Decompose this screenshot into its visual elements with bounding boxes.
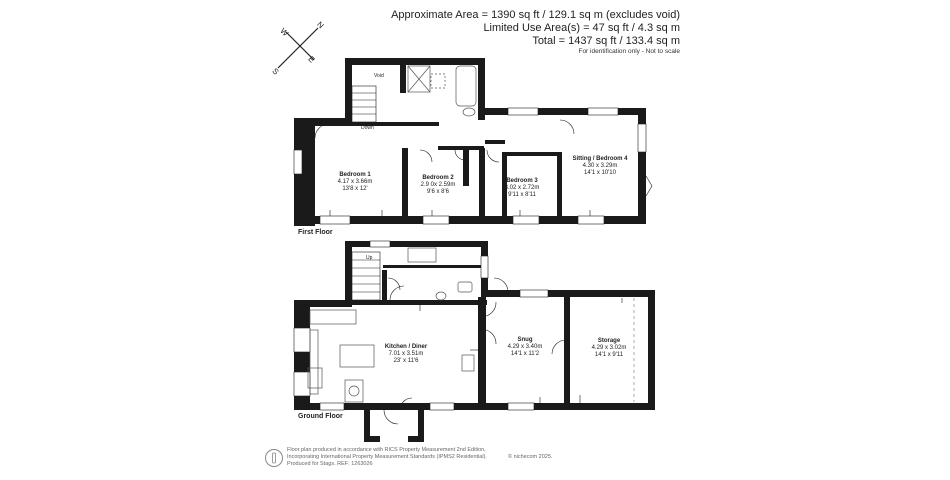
down-label: Down bbox=[361, 125, 374, 131]
footer-notes bbox=[287, 447, 487, 468]
room-name: Storage bbox=[597, 338, 621, 344]
room-imperial: 9'11 x 8'11 bbox=[508, 192, 536, 198]
footer-line-3: Produced for Stags. REF: 1263026 bbox=[287, 461, 373, 467]
room-name: Snug bbox=[517, 337, 533, 343]
compass-n-label: N bbox=[315, 19, 326, 31]
room-name: Bedroom 3 bbox=[506, 178, 538, 184]
room-metric: 3.02 x 2.72m bbox=[504, 185, 540, 191]
room-metric: 4.29 x 3.02m bbox=[591, 345, 627, 351]
total-area-text: Total = 1437 sq ft / 133.4 sq m bbox=[532, 35, 680, 47]
bathroom-fixtures bbox=[408, 66, 476, 116]
room-name: Bedroom 2 bbox=[422, 175, 454, 181]
room-bedroom-1 bbox=[330, 172, 380, 193]
compass-s-label: S bbox=[270, 66, 281, 77]
room-bedroom-3 bbox=[496, 178, 548, 199]
room-metric: 2.9 0x 2.59m bbox=[420, 182, 456, 188]
footer-line-2: Incorporating International Property Measurement Standards (IPMS2 Residential). bbox=[287, 454, 487, 460]
room-imperial: 13'8 x 12' bbox=[342, 186, 368, 192]
room-name: Bedroom 1 bbox=[339, 172, 371, 178]
kitchen-fixtures bbox=[308, 248, 474, 402]
room-imperial: 14'1 x 10'10 bbox=[584, 170, 616, 176]
scale-note: For identification only - Not to scale bbox=[578, 48, 680, 55]
room-name: Kitchen / Diner bbox=[384, 344, 428, 350]
room-metric: 4.29 x 3.40m bbox=[507, 344, 543, 350]
first-floor-walls bbox=[294, 58, 646, 226]
compass-e-label: E bbox=[306, 54, 317, 65]
footer-line-1: Floor plan produced in accordance with RICS Property Measurement 2nd Edition, bbox=[287, 447, 486, 453]
wardrobe-marks bbox=[330, 210, 590, 216]
room-bedroom-2 bbox=[413, 175, 463, 196]
room-imperial: 14'1 x 9'11 bbox=[594, 352, 624, 358]
void-label: Void bbox=[374, 73, 384, 79]
room-kitchen-diner bbox=[374, 344, 438, 365]
approx-area-text: Approximate Area = 1390 sq ft / 129.1 sq m (excludes void) bbox=[391, 9, 680, 21]
room-imperial: 14'1 x 11'2 bbox=[510, 351, 540, 357]
rics-logo-icon bbox=[264, 448, 284, 468]
copyright-text: © nichecom 2025. bbox=[508, 454, 553, 460]
room-metric: 4.30 x 3.29m bbox=[582, 163, 618, 169]
first-floor-label: First Floor bbox=[298, 229, 333, 236]
room-imperial: 9'6 x 8'6 bbox=[427, 189, 449, 195]
room-metric: 4.17 x 3.66m bbox=[337, 179, 373, 185]
room-metric: 7.01 x 3.51m bbox=[388, 351, 424, 357]
ground-floor-label: Ground Floor bbox=[298, 413, 343, 420]
compass-w-label: W bbox=[278, 26, 291, 39]
limited-use-area-text: Limited Use Area(s) = 47 sq ft / 4.3 sq m bbox=[483, 22, 680, 34]
room-snug bbox=[500, 337, 550, 358]
room-name: Sitting / Bedroom 4 bbox=[572, 156, 628, 162]
room-imperial: 23' x 11'6 bbox=[393, 358, 419, 364]
up-label: Up bbox=[366, 255, 373, 261]
first-floor-stairs bbox=[352, 86, 376, 122]
room-storage bbox=[584, 338, 634, 359]
room-sitting-bedroom-4 bbox=[568, 156, 632, 177]
